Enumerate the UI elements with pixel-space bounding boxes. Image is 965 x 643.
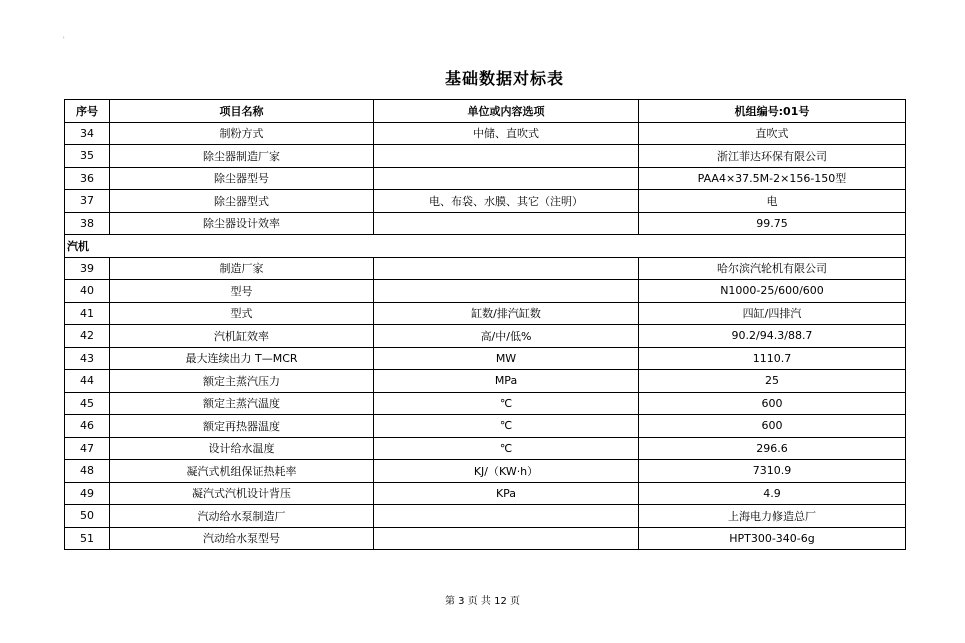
cell-name: 除尘器设计效率: [110, 212, 374, 235]
cell-name: 汽动给水泵制造厂: [110, 505, 374, 528]
table-row: [65, 415, 906, 438]
cell-unit: 高/中/低%: [374, 325, 639, 348]
cell-name: 额定再热器温度: [110, 415, 374, 438]
cell-idx: 37: [65, 190, 110, 213]
table-row: [65, 302, 906, 325]
cell-value: N1000-25/600/600: [639, 280, 906, 303]
cell-name: 汽机缸效率: [110, 325, 374, 348]
page-title: 基础数据对标表: [444, 69, 564, 88]
cell-value: 1110.7: [639, 347, 906, 370]
cell-value: 600: [639, 392, 906, 415]
cell-idx: 41: [65, 302, 110, 325]
cell-idx: 34: [65, 122, 110, 145]
cell-unit: [374, 167, 639, 190]
table-row: [65, 145, 906, 168]
cell-unit: [374, 280, 639, 303]
cell-unit: 电、布袋、水膜、其它（注明）: [374, 190, 639, 213]
cell-name: 凝汽式汽机设计背压: [110, 482, 374, 505]
section-body: [65, 235, 906, 258]
header-row: [65, 100, 906, 123]
cell-idx: 44: [65, 370, 110, 393]
table-row: [65, 437, 906, 460]
header-name: 项目名称: [110, 100, 374, 123]
cell-idx: 49: [65, 482, 110, 505]
cell-value: 99.75: [639, 212, 906, 235]
cell-name: 除尘器制造厂家: [110, 145, 374, 168]
table-row: [65, 527, 906, 550]
table-row: [65, 505, 906, 528]
cell-value: 600: [639, 415, 906, 438]
cell-name: 制造厂家: [110, 257, 374, 280]
cell-unit: [374, 145, 639, 168]
cell-idx: 45: [65, 392, 110, 415]
cell-unit: ℃: [374, 392, 639, 415]
cell-idx: 48: [65, 460, 110, 483]
cell-idx: 46: [65, 415, 110, 438]
table-row: [65, 325, 906, 348]
cell-value: 296.6: [639, 437, 906, 460]
cell-unit: 缸数/排汽缸数: [374, 302, 639, 325]
table-row: [65, 460, 906, 483]
corner-mark: ': [63, 36, 65, 43]
cell-idx: 40: [65, 280, 110, 303]
cell-name: 型号: [110, 280, 374, 303]
cell-name: 型式: [110, 302, 374, 325]
cell-name: 最大连续出力 T—MCR: [110, 347, 374, 370]
cell-idx: 42: [65, 325, 110, 348]
cell-idx: 35: [65, 145, 110, 168]
cell-value: HPT300-340-6g: [639, 527, 906, 550]
cell-name: 除尘器型号: [110, 167, 374, 190]
table-body-bottom: [65, 257, 906, 550]
cell-value: 电: [639, 190, 906, 213]
cell-value: 直吹式: [639, 122, 906, 145]
cell-unit: [374, 212, 639, 235]
cell-value: 四缸/四排汽: [639, 302, 906, 325]
cell-unit: KJ/（KW·h）: [374, 460, 639, 483]
table-row: [65, 280, 906, 303]
cell-name: 除尘器型式: [110, 190, 374, 213]
table-row: [65, 370, 906, 393]
header-value: 机组编号:01号: [639, 100, 906, 123]
cell-idx: 43: [65, 347, 110, 370]
table-row: [65, 347, 906, 370]
cell-value: 哈尔滨汽轮机有限公司: [639, 257, 906, 280]
section-row: [65, 235, 906, 258]
cell-idx: 50: [65, 505, 110, 528]
page-footer: 第 3 页 共 12 页: [445, 596, 520, 607]
header-unit: 单位或内容选项: [374, 100, 639, 123]
table-body-top: [65, 122, 906, 235]
cell-idx: 38: [65, 212, 110, 235]
cell-unit: [374, 257, 639, 280]
table-row: [65, 212, 906, 235]
cell-name: 额定主蒸汽压力: [110, 370, 374, 393]
cell-idx: 47: [65, 437, 110, 460]
cell-name: 汽动给水泵型号: [110, 527, 374, 550]
section-label: 汽机: [65, 235, 906, 258]
table-row: [65, 190, 906, 213]
cell-value: 浙江菲达环保有限公司: [639, 145, 906, 168]
cell-unit: ℃: [374, 415, 639, 438]
data-table: [64, 99, 906, 550]
cell-name: 制粉方式: [110, 122, 374, 145]
cell-value: 上海电力修造总厂: [639, 505, 906, 528]
cell-value: PAA4×37.5M-2×156-150型: [639, 167, 906, 190]
cell-unit: [374, 505, 639, 528]
cell-unit: 中储、直吹式: [374, 122, 639, 145]
table-row: [65, 122, 906, 145]
cell-unit: [374, 527, 639, 550]
cell-idx: 39: [65, 257, 110, 280]
table-row: [65, 167, 906, 190]
cell-unit: ℃: [374, 437, 639, 460]
cell-name: 凝汽式机组保证热耗率: [110, 460, 374, 483]
cell-idx: 51: [65, 527, 110, 550]
cell-value: 90.2/94.3/88.7: [639, 325, 906, 348]
cell-value: 7310.9: [639, 460, 906, 483]
cell-name: 设计给水温度: [110, 437, 374, 460]
cell-value: 4.9: [639, 482, 906, 505]
table-row: [65, 392, 906, 415]
cell-idx: 36: [65, 167, 110, 190]
table-row: [65, 257, 906, 280]
cell-unit: MPa: [374, 370, 639, 393]
table-row: [65, 482, 906, 505]
cell-name: 额定主蒸汽温度: [110, 392, 374, 415]
cell-value: 25: [639, 370, 906, 393]
cell-unit: KPa: [374, 482, 639, 505]
cell-unit: MW: [374, 347, 639, 370]
header-idx: 序号: [65, 100, 110, 123]
